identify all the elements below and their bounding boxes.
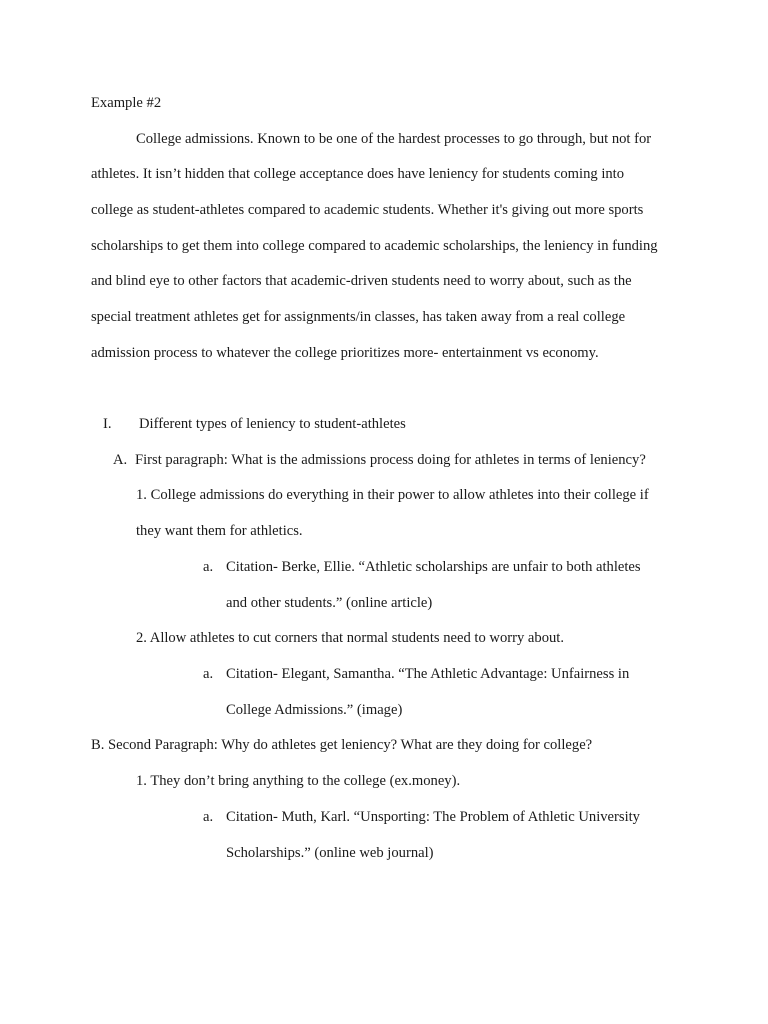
- outline-B1-citation-line-2: Scholarships.” (online web journal): [226, 845, 434, 861]
- outline-A1-citation-marker: a.: [203, 559, 214, 575]
- outline-A1-citation-line-2: and other students.” (online article): [226, 595, 433, 611]
- intro-line-7: admission process to whatever the college prioritizes more- entertainment vs economy.: [91, 345, 599, 361]
- outline-A-point-1-line-1: 1. College admissions do everything in their power to allow athletes into their college if: [136, 487, 649, 503]
- intro-line-1: College admissions. Known to be one of the hardest processes to go through, but not for: [136, 131, 652, 147]
- intro-line-2: athletes. It isn’t hidden that college acceptance does have leniency for students coming into: [91, 166, 625, 182]
- outline-item-A: First paragraph: What is the admissions process doing for athletes in terms of leniency?: [135, 452, 646, 468]
- outline-marker-I: I.: [103, 416, 112, 432]
- outline-B1-citation-marker: a.: [203, 809, 214, 825]
- outline-item-B: B. Second Paragraph: Why do athletes get leniency? What are they doing for college?: [91, 737, 593, 753]
- intro-line-3: college as student-athletes compared to academic students. Whether it's giving out more sports: [91, 202, 644, 218]
- outline-A2-citation-line-1: Citation- Elegant, Samantha. “The Athletic Advantage: Unfairness in: [226, 666, 630, 682]
- outline-B-point-1: 1. They don’t bring anything to the college (ex.money).: [136, 773, 461, 789]
- outline-A-point-2: 2. Allow athletes to cut corners that normal students need to worry about.: [136, 630, 564, 646]
- outline-A2-citation-line-2: College Admissions.” (image): [226, 702, 403, 718]
- document-heading: Example #2: [91, 95, 162, 111]
- outline-marker-A: A.: [113, 452, 128, 468]
- intro-line-4: scholarships to get them into college compared to academic scholarships, the leniency in funding: [91, 238, 658, 254]
- intro-line-6: special treatment athletes get for assignments/in classes, has taken away from a real college: [91, 309, 626, 325]
- outline-section-1: Different types of leniency to student-athletes: [139, 416, 406, 432]
- outline-B1-citation-line-1: Citation- Muth, Karl. “Unsporting: The Problem of Athletic University: [226, 809, 640, 825]
- outline-A2-citation-marker: a.: [203, 666, 214, 682]
- outline-A1-citation-line-1: Citation- Berke, Ellie. “Athletic scholarships are unfair to both athletes: [226, 559, 641, 575]
- outline-A-point-1-line-2: they want them for athletics.: [136, 523, 303, 539]
- intro-line-5: and blind eye to other factors that academic-driven students need to worry about, such as the: [91, 273, 632, 289]
